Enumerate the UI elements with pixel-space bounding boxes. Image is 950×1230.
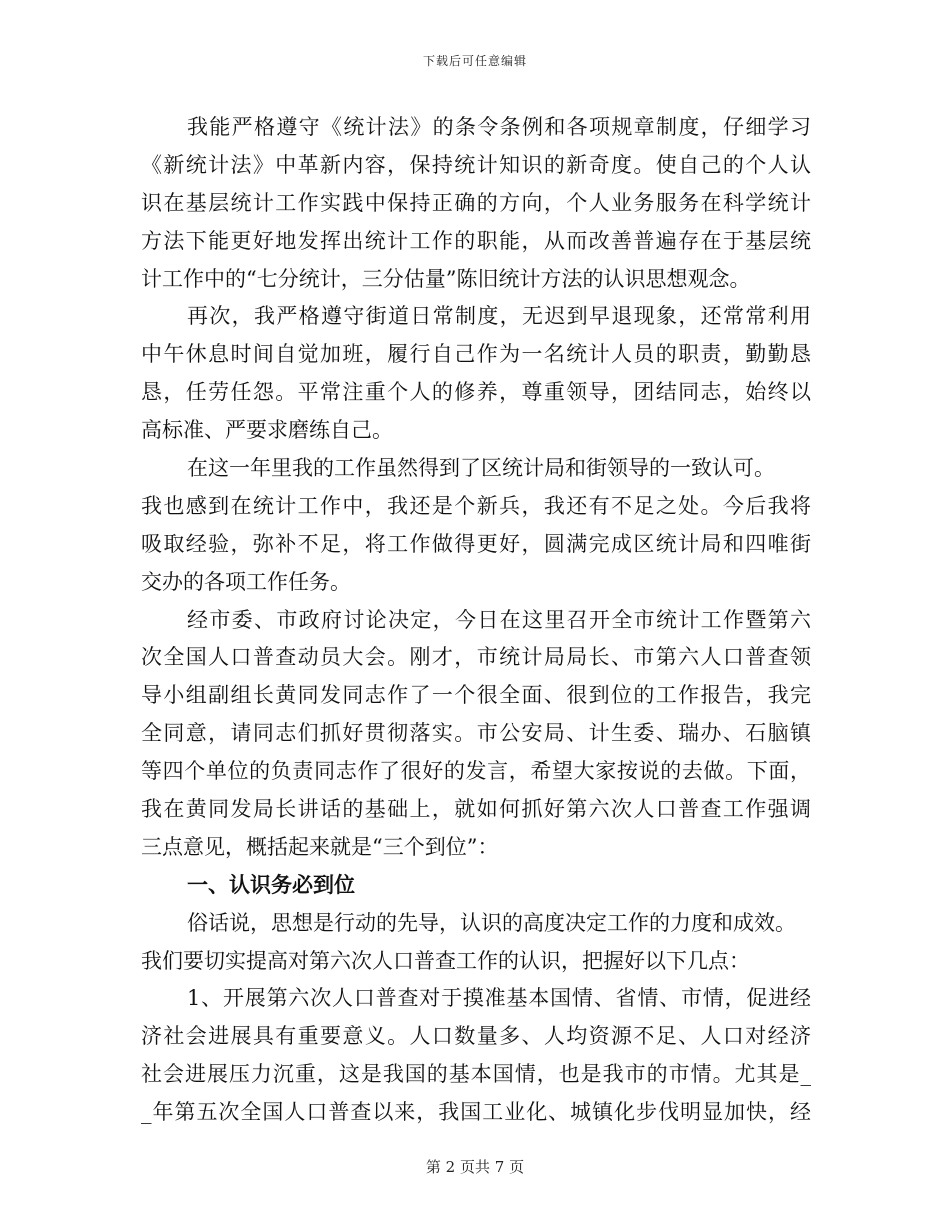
text-line: 中午休息时间自觉加班，履行自己作为一名统计人员的职责，勤勤恳 [141, 342, 811, 367]
text-line: 三点意见，概括起来就是“三个到位”： [141, 834, 499, 859]
text-line: 计工作中的“七分统计，三分估量”陈旧统计方法的认识思想观念。 [141, 266, 751, 291]
text-line: 吸取经验，弥补不足，将工作做得更好，圆满完成区统计局和四唯街 [141, 531, 811, 556]
document-body [141, 109, 811, 1132]
text-line: _年第五次全国人口普查以来，我国工业化、城镇化步伐明显加快，经 [141, 1100, 811, 1125]
text-line: 我在黄同发局长讲话的基础上，就如何抓好第六次人口普查工作强调 [141, 797, 811, 822]
text-line: 再次，我严格遵守街道日常制度，无迟到早退现象，还常常利用 [187, 304, 811, 329]
text-line: 方法下能更好地发挥出统计工作的职能，从而改善普遍存在于基层统 [141, 228, 811, 253]
text-line: 识在基层统计工作实践中保持正确的方向，个人业务服务在科学统计 [141, 190, 811, 215]
text-line: 《新统计法》中革新内容，保持统计知识的新奇度。使自己的个人认 [141, 152, 811, 177]
section-heading: 一、认识务必到位 [187, 872, 355, 897]
text-line: 全同意，请同志们抓好贯彻落实。市公安局、计生委、瑞办、石脑镇 [141, 721, 811, 746]
text-line: 等四个单位的负责同志作了很好的发言，希望大家按说的去做。下面， [141, 759, 811, 784]
text-line: 恳，任劳任怨。平常注重个人的修养，尊重领导，团结同志，始终以 [141, 380, 811, 405]
text-line: 我也感到在统计工作中，我还是个新兵，我还有不足之处。今后我将 [141, 493, 811, 518]
text-line: 我们要切实提高对第六次人口普查工作的认识，把握好以下几点： [141, 948, 750, 973]
page-header: 下载后可任意编辑 [422, 54, 527, 68]
text-line: 经市委、市政府讨论决定，今日在这里召开全市统计工作暨第六 [187, 607, 811, 632]
text-line: 高标准、严要求磨练自己。 [141, 418, 393, 443]
text-line: 次全国人口普查动员大会。刚才，市统计局局长、市第六人口普查领 [141, 645, 811, 670]
text-line: 俗话说，思想是行动的先导，认识的高度决定工作的力度和成效。 [187, 910, 796, 935]
text-line: 在这一年里我的工作虽然得到了区统计局和街领导的一致认可。 [187, 456, 775, 481]
text-line: 我能严格遵守《统计法》的条令条例和各项规章制度，仔细学习 [187, 115, 811, 139]
text-line: 1、开展第六次人口普查对于摸准基本国情、省情、市情，促进经 [187, 986, 811, 1011]
page-footer: 第 2 页共 7 页 [425, 1158, 525, 1176]
text-line: 交办的各项工作任务。 [141, 569, 351, 594]
text-line: 社会进展压力沉重，这是我国的基本国情，也是我市的市情。尤其是_ [141, 1062, 811, 1087]
text-line: 济社会进展具有重要意义。人口数量多、人均资源不足、人口对经济 [141, 1024, 811, 1049]
text-line: 导小组副组长黄同发同志作了一个很全面、很到位的工作报告，我完 [141, 683, 811, 708]
